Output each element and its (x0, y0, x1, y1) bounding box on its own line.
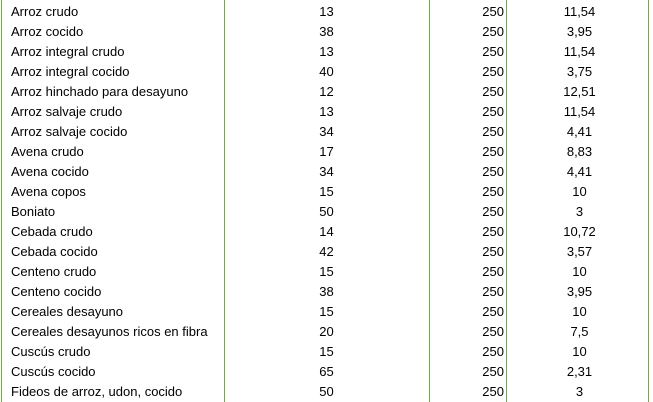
table-row (0, 142, 653, 162)
table-row (0, 322, 653, 342)
food-name-cell[interactable]: Boniato (11, 204, 56, 219)
table-row (0, 382, 653, 402)
glycemic-index-cell[interactable]: 12 (319, 84, 334, 99)
amount-cell[interactable]: 250 (482, 304, 504, 319)
table-row (0, 302, 653, 322)
table-row (0, 342, 653, 362)
value-cell[interactable]: 3,95 (566, 284, 593, 299)
glycemic-index-cell[interactable]: 65 (319, 364, 334, 379)
glycemic-index-cell[interactable]: 13 (319, 44, 334, 59)
glycemic-index-cell[interactable]: 34 (319, 124, 334, 139)
food-name-cell[interactable]: Arroz cocido (11, 24, 84, 39)
amount-cell[interactable]: 250 (482, 24, 504, 39)
table-row (0, 202, 653, 222)
food-name-cell[interactable]: Arroz integral crudo (11, 44, 125, 59)
table-row (0, 282, 653, 302)
table-row (0, 162, 653, 182)
value-cell[interactable]: 3,57 (566, 244, 593, 259)
value-cell[interactable]: 2,31 (566, 364, 593, 379)
value-cell[interactable]: 3,95 (566, 24, 593, 39)
glycemic-index-cell[interactable]: 38 (319, 284, 334, 299)
amount-cell[interactable]: 250 (482, 84, 504, 99)
value-cell[interactable]: 10 (572, 264, 587, 279)
amount-cell[interactable]: 250 (482, 204, 504, 219)
table-row (0, 262, 653, 282)
amount-cell[interactable]: 250 (482, 324, 504, 339)
food-name-cell[interactable]: Arroz integral cocido (11, 64, 130, 79)
amount-cell[interactable]: 250 (482, 44, 504, 59)
value-cell[interactable]: 12,51 (563, 84, 596, 99)
amount-cell[interactable]: 250 (482, 144, 504, 159)
glycemic-index-cell[interactable]: 15 (319, 304, 334, 319)
table-row (0, 222, 653, 242)
value-cell[interactable]: 3 (575, 204, 584, 219)
value-cell[interactable]: 11,54 (563, 4, 596, 19)
glycemic-index-cell[interactable]: 15 (319, 264, 334, 279)
value-cell[interactable]: 11,54 (563, 44, 596, 59)
food-name-cell[interactable]: Cuscús cocido (11, 364, 96, 379)
amount-cell[interactable]: 250 (482, 64, 504, 79)
value-cell[interactable]: 10 (572, 304, 587, 319)
value-cell[interactable]: 3 (575, 384, 584, 399)
food-name-cell[interactable]: Arroz crudo (11, 4, 79, 19)
food-name-cell[interactable]: Arroz hinchado para desayuno (11, 84, 189, 99)
amount-cell[interactable]: 250 (482, 344, 504, 359)
glycemic-index-cell[interactable]: 34 (319, 164, 334, 179)
glycemic-index-cell[interactable]: 38 (319, 24, 334, 39)
value-cell[interactable]: 8,83 (566, 144, 593, 159)
amount-cell[interactable]: 250 (482, 284, 504, 299)
food-name-cell[interactable]: Cuscús crudo (11, 344, 91, 359)
food-name-cell[interactable]: Avena copos (11, 184, 86, 199)
value-cell[interactable]: 4,41 (566, 124, 593, 139)
amount-cell[interactable]: 250 (482, 164, 504, 179)
amount-cell[interactable]: 250 (482, 364, 504, 379)
glycemic-index-cell[interactable]: 13 (319, 4, 334, 19)
food-name-cell[interactable]: Avena crudo (11, 144, 84, 159)
glycemic-index-cell[interactable]: 20 (319, 324, 334, 339)
table-row (0, 2, 653, 22)
amount-cell[interactable]: 250 (482, 244, 504, 259)
value-cell[interactable]: 10 (572, 184, 587, 199)
food-name-cell[interactable]: Fideos de arroz, udon, cocido (11, 384, 183, 399)
glycemic-index-cell[interactable]: 50 (319, 384, 334, 399)
glycemic-index-cell[interactable]: 15 (319, 344, 334, 359)
glycemic-index-cell[interactable]: 40 (319, 64, 334, 79)
glycemic-index-cell[interactable]: 50 (319, 204, 334, 219)
food-name-cell[interactable]: Cereales desayunos ricos en fibra (11, 324, 208, 339)
glycemic-index-cell[interactable]: 17 (319, 144, 334, 159)
glycemic-index-cell[interactable]: 13 (319, 104, 334, 119)
glycemic-index-cell[interactable]: 15 (319, 184, 334, 199)
food-name-cell[interactable]: Arroz salvaje crudo (11, 104, 123, 119)
food-name-cell[interactable]: Cebada crudo (11, 224, 93, 239)
food-name-cell[interactable]: Arroz salvaje cocido (11, 124, 128, 139)
amount-cell[interactable]: 250 (482, 224, 504, 239)
table-row (0, 242, 653, 262)
food-name-cell[interactable]: Centeno crudo (11, 264, 97, 279)
glycemic-index-cell[interactable]: 14 (319, 224, 334, 239)
food-name-cell[interactable]: Cebada cocido (11, 244, 98, 259)
glycemic-index-cell[interactable]: 42 (319, 244, 334, 259)
food-name-cell[interactable]: Cereales desayuno (11, 304, 124, 319)
table-row (0, 102, 653, 122)
amount-cell[interactable]: 250 (482, 264, 504, 279)
value-cell[interactable]: 4,41 (566, 164, 593, 179)
amount-cell[interactable]: 250 (482, 384, 504, 399)
table-row (0, 62, 653, 82)
food-table (0, 2, 653, 402)
food-name-cell[interactable]: Avena cocido (11, 164, 89, 179)
table-row (0, 122, 653, 142)
amount-cell[interactable]: 250 (482, 184, 504, 199)
value-cell[interactable]: 3,75 (566, 64, 593, 79)
food-name-cell[interactable]: Centeno cocido (11, 284, 102, 299)
table-row (0, 22, 653, 42)
table-row (0, 42, 653, 62)
table-row (0, 362, 653, 382)
value-cell[interactable]: 7,5 (570, 324, 589, 339)
amount-cell[interactable]: 250 (482, 104, 504, 119)
amount-cell[interactable]: 250 (482, 124, 504, 139)
amount-cell[interactable]: 250 (482, 4, 504, 19)
table-row (0, 182, 653, 202)
table-row (0, 82, 653, 102)
value-cell[interactable]: 11,54 (563, 104, 596, 119)
value-cell[interactable]: 10 (572, 344, 587, 359)
value-cell[interactable]: 10,72 (563, 224, 596, 239)
